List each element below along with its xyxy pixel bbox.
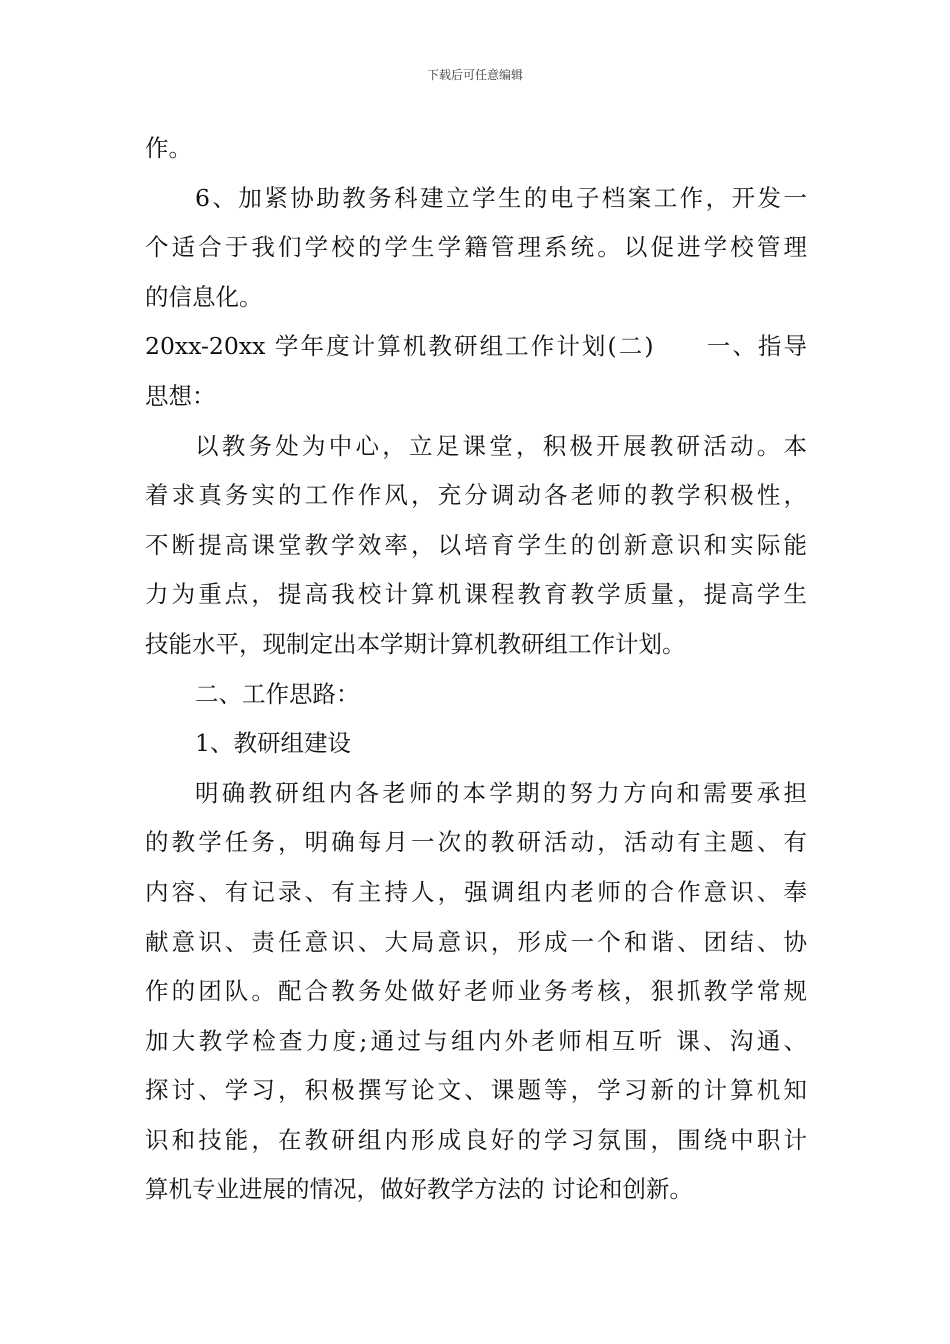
document-body xyxy=(145,124,807,1215)
text-line: 探讨、学习，积极撰写论文、课题等，学习新的计算机知 xyxy=(145,1076,807,1105)
text-line: 不断提高课堂教学效率，以培育学生的创新意识和实际能 xyxy=(145,530,807,559)
text-line: 着求真务实的工作作风，充分调动各老师的教学积极性， xyxy=(145,481,807,510)
subheading-line: 1、教研组建设 xyxy=(195,729,351,758)
text-line: 作的团队。配合教务处做好老师业务考核，狠抓教学常规 xyxy=(145,977,807,1006)
text-line: 内容、有记录、有主持人，强调组内老师的合作意识、奉 xyxy=(145,877,807,906)
text-line: 加大教学检查力度;通过与组内外老师相互听 课、沟通、 xyxy=(145,1026,807,1055)
text-line: 作。 xyxy=(145,134,192,162)
section-heading-line: 20xx-20xx 学年度计算机教研组工作计划(二) 一、指导 xyxy=(145,332,807,361)
text-line: 献意识、责任意识、大局意识，形成一个和谐、团结、协 xyxy=(145,927,807,956)
text-line: 明确教研组内各老师的本学期的努力方向和需要承担 xyxy=(195,778,807,807)
text-line: 以教务处为中心，立足课堂，积极开展教研活动。本 xyxy=(195,431,807,460)
text-line: 个适合于我们学校的学生学籍管理系统。以促进学校管理 xyxy=(145,233,807,262)
text-line: 的教学任务，明确每月一次的教研活动，活动有主题、有 xyxy=(145,828,807,857)
text-line: 思想： xyxy=(145,381,216,410)
text-line: 识和技能，在教研组内形成良好的学习氛围，围绕中职计 xyxy=(145,1125,807,1154)
text-line: 算机专业进展的情况，做好教学方法的 讨论和创新。 xyxy=(145,1175,693,1204)
text-line: 技能水平，现制定出本学期计算机教研组工作计划。 xyxy=(145,629,686,658)
text-line: 力为重点，提高我校计算机课程教育教学质量，提高学生 xyxy=(145,580,807,609)
text-line: 的信息化。 xyxy=(145,282,263,311)
header-note: 下载后可任意编辑 xyxy=(426,68,523,82)
text-line: 6、加紧协助教务科建立学生的电子档案工作，开发一 xyxy=(195,183,807,212)
subheading-line: 二、工作思路： xyxy=(195,679,360,708)
